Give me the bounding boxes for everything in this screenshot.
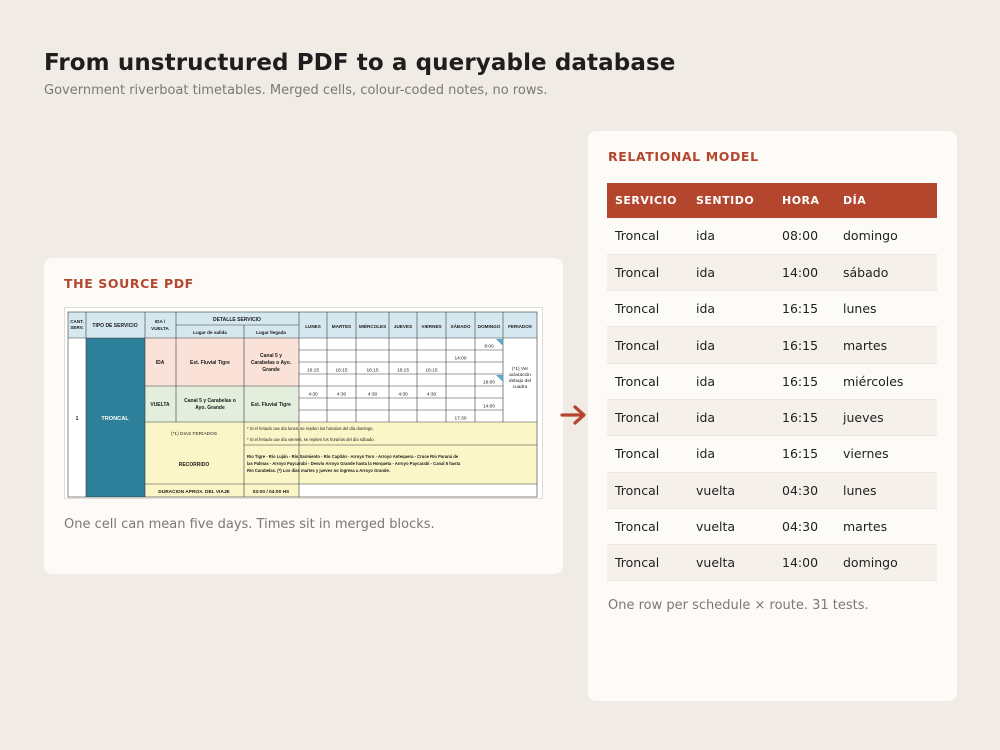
pdf-ida-llegada-3: Grande bbox=[262, 367, 280, 373]
cell-dia: lunes bbox=[835, 291, 937, 327]
pdf-vuelta-label: VUELTA bbox=[150, 402, 170, 408]
pdf-vuelta-salida-2: Ayo. Grande bbox=[195, 405, 225, 411]
cell-dia: viernes bbox=[835, 436, 937, 472]
cell-sentido: ida bbox=[688, 363, 774, 399]
table-row bbox=[607, 545, 937, 581]
pdf-service-troncal: TRONCAL bbox=[101, 416, 129, 422]
relational-model-card bbox=[588, 131, 957, 701]
pdf-timetable bbox=[64, 307, 543, 499]
table-row bbox=[607, 254, 937, 290]
pdf-day-header: FERIADOS bbox=[508, 324, 532, 329]
pdf-time-cell: 16:15 bbox=[396, 368, 410, 374]
cell-hora: 16:15 bbox=[774, 399, 835, 435]
pdf-day-header: MARTES bbox=[331, 324, 352, 329]
pdf-ida-llegada-2: Carabelas o Ayo. bbox=[250, 360, 292, 366]
cell-sentido: vuelta bbox=[688, 545, 774, 581]
pdf-col-cant: CANT. bbox=[70, 319, 84, 324]
pdf-time-cell: 16:15 bbox=[306, 368, 320, 374]
table-row bbox=[607, 363, 937, 399]
cell-dia: domingo bbox=[835, 218, 937, 254]
column-header-dia: DÍA bbox=[835, 183, 937, 218]
table-row bbox=[607, 399, 937, 435]
pdf-lugar-llegada: Lugar llegada bbox=[256, 330, 286, 335]
cell-sentido: ida bbox=[688, 291, 774, 327]
pdf-feriados-note-3: debajo del bbox=[508, 379, 532, 384]
pdf-feriado-line-1: * Si el feriado cae día lunes, se repiten los horarios del día domingo. bbox=[247, 426, 374, 431]
pdf-timetable-drawing bbox=[65, 308, 544, 500]
pdf-time-cell: 8:00 bbox=[484, 344, 494, 350]
pdf-time-cell: 16:15 bbox=[425, 368, 438, 374]
page-title: From unstructured PDF to a queryable database bbox=[44, 50, 676, 76]
pdf-vuelta-salida-1: Canal 5 y Carabelas o bbox=[184, 398, 236, 404]
pdf-lugar-salida: Lugar de salida bbox=[193, 330, 227, 335]
arrow-right-icon bbox=[559, 402, 589, 428]
relational-table bbox=[607, 183, 937, 581]
table-row bbox=[607, 218, 937, 254]
model-card-caption: One row per schedule × route. 31 tests. bbox=[608, 598, 869, 613]
column-header-sentido: SENTIDO bbox=[688, 183, 774, 218]
cell-sentido: ida bbox=[688, 254, 774, 290]
pdf-vuelta-llegada: Est. Fluvial Tigre bbox=[251, 402, 291, 408]
pdf-duracion: DURACION APROX. DEL VIAJE bbox=[158, 490, 230, 495]
pdf-time-cell: 4:30 bbox=[426, 392, 437, 398]
page-subtitle: Government riverboat timetables. Merged cells, colour-coded notes, no rows. bbox=[44, 83, 548, 98]
cell-servicio: Troncal bbox=[607, 291, 688, 327]
pdf-ida-salida: Est. Fluvial Tigre bbox=[190, 360, 230, 366]
cell-dia: lunes bbox=[835, 472, 937, 508]
cell-sentido: ida bbox=[688, 399, 774, 435]
pdf-duracion-value: 03:00 / 04:00 HS bbox=[252, 490, 290, 495]
pdf-col-vuelta: VUELTA bbox=[151, 326, 169, 331]
pdf-time-cell: 4:30 bbox=[336, 392, 347, 398]
pdf-time-cell: 14:00 bbox=[454, 356, 467, 362]
pdf-ida-label: IDA bbox=[155, 360, 165, 366]
pdf-time-cell: 16:15 bbox=[366, 368, 379, 374]
pdf-day-header: MIÉRCOLES bbox=[358, 324, 387, 329]
cell-hora: 16:15 bbox=[774, 363, 835, 399]
cell-servicio: Troncal bbox=[607, 472, 688, 508]
pdf-time-cell: 4:30 bbox=[367, 392, 378, 398]
cell-dia: domingo bbox=[835, 545, 937, 581]
pdf-time-cell: 16:15 bbox=[335, 368, 348, 374]
column-header-servicio: SERVICIO bbox=[607, 183, 688, 218]
cell-hora: 04:30 bbox=[774, 508, 835, 544]
pdf-recorrido-line-3: Río Carabelas. (*) Los días martes y jueves no ingresa a Arroyo Grande. bbox=[247, 468, 390, 473]
table-row bbox=[607, 508, 937, 544]
pdf-day-header: VIERNES bbox=[421, 324, 442, 329]
pdf-feriado-line-2: * Si el feriado cae día viernes, se repiten los horarios del día sábado. bbox=[247, 437, 375, 442]
pdf-feriados-note-2: aclaración bbox=[509, 373, 531, 378]
source-card-heading: THE SOURCE PDF bbox=[64, 276, 194, 291]
model-card-heading: RELATIONAL MODEL bbox=[608, 149, 759, 164]
cell-servicio: Troncal bbox=[607, 545, 688, 581]
pdf-time-cell: 4:30 bbox=[308, 392, 318, 398]
table-row bbox=[607, 327, 937, 363]
pdf-time-cell: 18:00 bbox=[482, 380, 496, 386]
cell-servicio: Troncal bbox=[607, 436, 688, 472]
pdf-day-header: LUNES bbox=[305, 324, 321, 329]
pdf-col-tipo: TIPO DE SERVICIO bbox=[92, 323, 138, 329]
cell-dia: martes bbox=[835, 327, 937, 363]
cell-hora: 08:00 bbox=[774, 218, 835, 254]
cell-sentido: ida bbox=[688, 327, 774, 363]
cell-dia: sábado bbox=[835, 254, 937, 290]
source-pdf-card bbox=[44, 258, 563, 574]
cell-sentido: vuelta bbox=[688, 508, 774, 544]
cell-servicio: Troncal bbox=[607, 363, 688, 399]
cell-servicio: Troncal bbox=[607, 508, 688, 544]
pdf-recorrido: RECORRIDO bbox=[178, 462, 210, 468]
column-header-hora: HORA bbox=[774, 183, 835, 218]
cell-servicio: Troncal bbox=[607, 327, 688, 363]
pdf-time-cell: 17:30 bbox=[454, 416, 467, 422]
pdf-time-cell: 4:30 bbox=[398, 392, 408, 398]
pdf-day-header: JUEVES bbox=[393, 324, 413, 329]
pdf-feriados-note-1: (*1) Ver bbox=[511, 367, 529, 372]
cell-hora: 16:15 bbox=[774, 327, 835, 363]
cell-servicio: Troncal bbox=[607, 218, 688, 254]
cell-sentido: ida bbox=[688, 218, 774, 254]
table-row bbox=[607, 472, 937, 508]
pdf-detalle: DETALLE SERVICIO bbox=[213, 317, 261, 323]
table-row bbox=[607, 436, 937, 472]
cell-hora: 14:00 bbox=[774, 254, 835, 290]
pdf-recorrido-line-2: las Palmas - Arroyo Paycarabi - Desvío Arroyo Grande hasta la Horqueta - Arroyo Paycarabi - Canal 5 hasta bbox=[247, 461, 461, 466]
pdf-recorrido-line-1: Río Tigre - Río Luján - Río Sarmiento - Río Capitán - Arroyo Toro - Arroyo Antequera - Cruce Río Paraná de bbox=[247, 454, 459, 459]
cell-hora: 14:00 bbox=[774, 545, 835, 581]
cell-servicio: Troncal bbox=[607, 254, 688, 290]
cell-dia: jueves bbox=[835, 399, 937, 435]
cell-servicio: Troncal bbox=[607, 399, 688, 435]
cell-hora: 04:30 bbox=[774, 472, 835, 508]
pdf-time-cell: 14:00 bbox=[482, 404, 496, 410]
pdf-ida-llegada-1: Canal 5 y bbox=[260, 353, 282, 359]
cell-sentido: vuelta bbox=[688, 472, 774, 508]
pdf-dias-feriados: (*1) DIAS FERIADOS bbox=[170, 432, 218, 437]
cell-hora: 16:15 bbox=[774, 291, 835, 327]
table-row bbox=[607, 291, 937, 327]
pdf-day-header: SÁBADO bbox=[450, 324, 471, 329]
pdf-day-header: DOMINGO bbox=[477, 324, 501, 329]
cell-sentido: ida bbox=[688, 436, 774, 472]
source-card-caption: One cell can mean five days. Times sit in merged blocks. bbox=[64, 517, 435, 532]
cell-dia: martes bbox=[835, 508, 937, 544]
pdf-row-number: 1 bbox=[75, 416, 79, 422]
table-header-row bbox=[607, 183, 937, 218]
cell-hora: 16:15 bbox=[774, 436, 835, 472]
pdf-col-ida: IDA / bbox=[154, 319, 166, 324]
pdf-col-serv: SERV. bbox=[70, 325, 84, 330]
pdf-feriados-note-4: cuadro bbox=[512, 385, 528, 390]
cell-dia: miércoles bbox=[835, 363, 937, 399]
